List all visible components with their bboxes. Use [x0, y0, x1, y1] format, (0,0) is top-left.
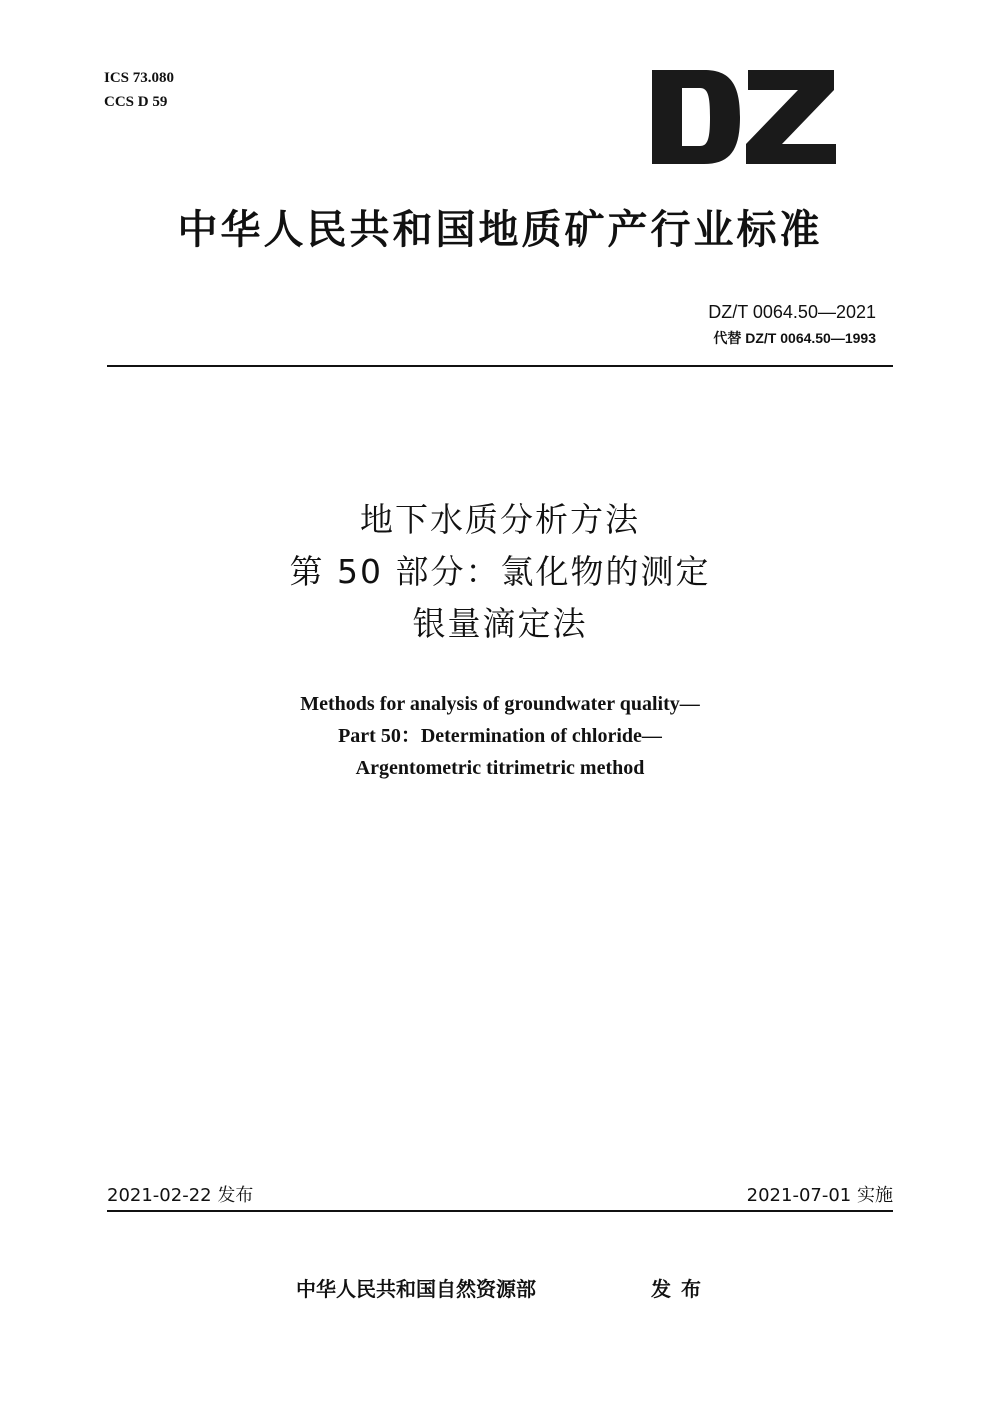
publish-date: 2021-02-22 发布: [107, 1185, 254, 1206]
logo-letter-d: [652, 70, 740, 164]
standard-category: 中华人民共和国地质矿产行业标准: [177, 207, 823, 253]
ccs-code: CCS D 59: [104, 94, 168, 110]
title-en-line1: Methods for analysis of groundwater quality—: [300, 693, 700, 715]
ics-code: ICS 73.080: [104, 70, 175, 86]
title-en-line2: Part 50：Determination of chloride—: [338, 725, 662, 747]
standard-number: DZ/T 0064.50—2021: [708, 302, 876, 322]
title-en-line3: Argentometric titrimetric method: [355, 757, 645, 779]
header-rule: [107, 365, 893, 367]
title-chinese: [0, 494, 1000, 650]
replaces-standard: 代替 DZ/T 0064.50—1993: [713, 330, 876, 346]
title-cn-line3: 银量滴定法: [412, 604, 588, 643]
logo-letter-z: [746, 70, 836, 164]
issuing-authority: 中华人民共和国自然资源部: [296, 1277, 536, 1301]
standard-number-block: [708, 298, 876, 350]
effective-date: 2021-07-01 实施: [746, 1185, 893, 1206]
title-cn-line2: 第 50 部分：氯化物的测定: [289, 552, 711, 591]
title-english: [0, 688, 1000, 784]
issue-action: 发布: [651, 1277, 711, 1301]
classification-codes: [104, 66, 174, 114]
footer-rule: [107, 1210, 893, 1212]
dz-logo: [652, 70, 836, 164]
title-cn-line1: 地下水质分析方法: [360, 500, 640, 539]
